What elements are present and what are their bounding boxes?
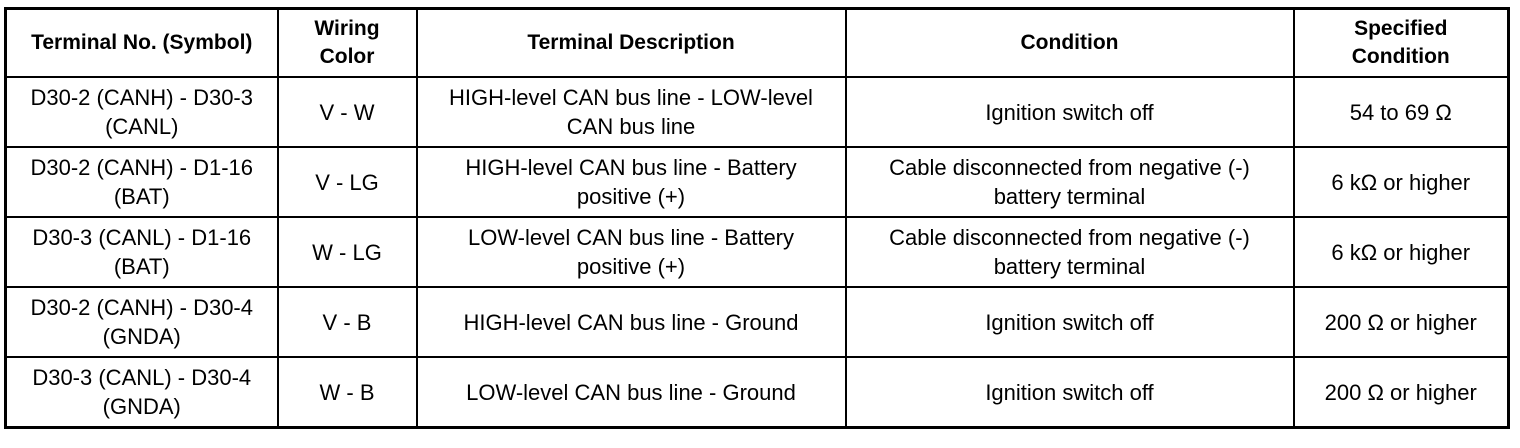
cell-condition: Ignition switch off	[846, 77, 1294, 147]
cell-description: LOW-level CAN bus line - Battery positive (+)	[417, 217, 846, 287]
terminal-inspection-table	[4, 7, 1510, 429]
cell-condition: Cable disconnected from negative (-) battery terminal	[846, 217, 1294, 287]
cell-terminal: D30-3 (CANL) - D1-16 (BAT)	[6, 217, 278, 287]
cell-wiring-color: V - B	[278, 287, 417, 357]
table-row	[6, 357, 1509, 428]
cell-description: HIGH-level CAN bus line - Battery positive (+)	[417, 147, 846, 217]
cell-condition: Ignition switch off	[846, 287, 1294, 357]
header-specified-condition: Specified Condition	[1294, 9, 1509, 78]
header-row	[6, 9, 1509, 78]
cell-terminal: D30-2 (CANH) - D30-3 (CANL)	[6, 77, 278, 147]
header-condition: Condition	[846, 9, 1294, 78]
cell-terminal: D30-2 (CANH) - D30-4 (GNDA)	[6, 287, 278, 357]
cell-wiring-color: V - LG	[278, 147, 417, 217]
cell-condition: Cable disconnected from negative (-) battery terminal	[846, 147, 1294, 217]
cell-specified: 54 to 69 Ω	[1294, 77, 1509, 147]
cell-specified: 6 kΩ or higher	[1294, 217, 1509, 287]
cell-wiring-color: W - LG	[278, 217, 417, 287]
table-header	[6, 9, 1509, 78]
table-row	[6, 287, 1509, 357]
cell-description: HIGH-level CAN bus line - Ground	[417, 287, 846, 357]
cell-description: HIGH-level CAN bus line - LOW-level CAN bus line	[417, 77, 846, 147]
table-row	[6, 147, 1509, 217]
table-row	[6, 77, 1509, 147]
cell-condition: Ignition switch off	[846, 357, 1294, 428]
terminal-table-container	[4, 7, 1510, 429]
cell-terminal: D30-2 (CANH) - D1-16 (BAT)	[6, 147, 278, 217]
cell-specified: 200 Ω or higher	[1294, 357, 1509, 428]
table-body	[6, 77, 1509, 428]
header-terminal-no: Terminal No. (Symbol)	[6, 9, 278, 78]
cell-description: LOW-level CAN bus line - Ground	[417, 357, 846, 428]
cell-wiring-color: V - W	[278, 77, 417, 147]
table-row	[6, 217, 1509, 287]
cell-terminal: D30-3 (CANL) - D30-4 (GNDA)	[6, 357, 278, 428]
cell-wiring-color: W - B	[278, 357, 417, 428]
cell-specified: 200 Ω or higher	[1294, 287, 1509, 357]
header-wiring-color: Wiring Color	[278, 9, 417, 78]
header-terminal-description: Terminal Description	[417, 9, 846, 78]
cell-specified: 6 kΩ or higher	[1294, 147, 1509, 217]
